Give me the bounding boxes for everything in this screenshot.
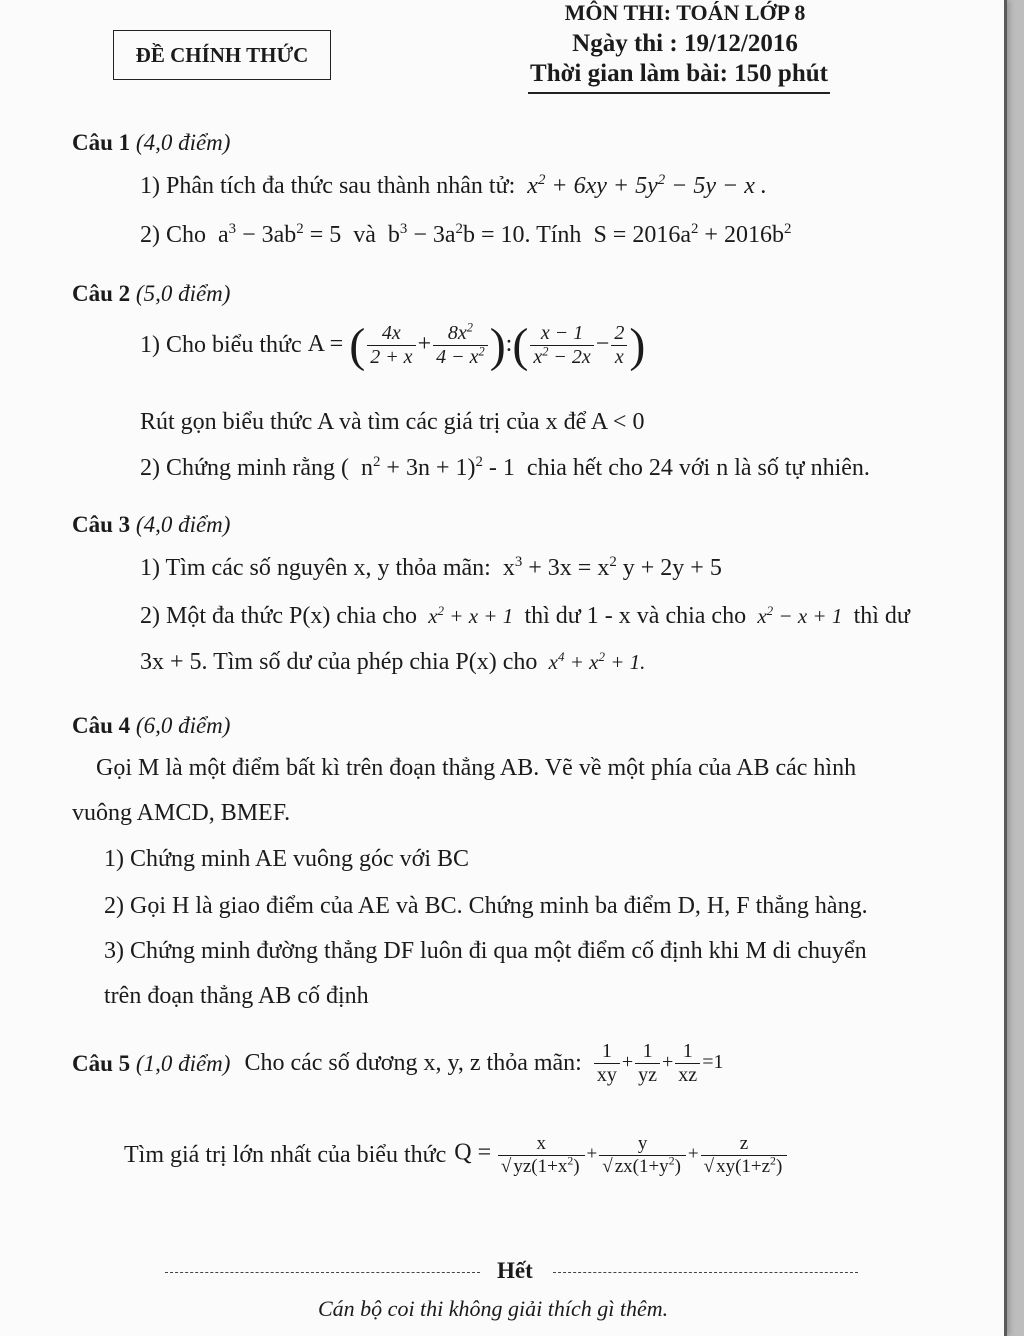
q1-title: Câu 1 xyxy=(72,130,131,155)
q2-item2-text-b: chia hết cho 24 với n là số tự nhiên. xyxy=(526,455,870,481)
exam-date: Ngày thi : 19/12/2016 xyxy=(572,30,798,57)
q3-item2 xyxy=(140,603,910,630)
q2-heading xyxy=(72,281,230,307)
footer-dash-left xyxy=(165,1272,480,1273)
subject-line: MÔN THI: TOÁN LỚP 8 xyxy=(564,0,806,25)
footer-note: Cán bộ coi thi không giải thích gì thêm. xyxy=(318,1296,669,1321)
q1-item2-compute: . Tính xyxy=(524,222,582,248)
q5-line xyxy=(72,1040,723,1087)
q2-title: Câu 2 xyxy=(72,281,131,306)
q3-points: (4,0 điểm) xyxy=(135,512,231,537)
q3-item2-c: thì dư xyxy=(853,603,910,629)
q1-item2 xyxy=(140,222,791,249)
q4-intro-2: vuông AMCD, BMEF. xyxy=(72,800,291,826)
q3-heading xyxy=(72,512,230,538)
q1-item1 xyxy=(140,173,767,200)
q2-item1-text: 1) Cho biểu thức xyxy=(140,332,302,358)
q5-condition-formula: $\frac{1}{xy}$ + $\frac{1}{yz}$ + $\frac{1}{xz}$ =1 xyxy=(592,1040,724,1087)
q3-item1-text: 1) Tìm các số nguyên x, y thỏa mãn: xyxy=(140,555,491,581)
q4-item1: 1) Chứng minh AE vuông góc với BC xyxy=(104,846,470,872)
q3-item2-b: thì dư 1 - x và chia cho xyxy=(524,603,747,629)
q2-item2-text-a: 2) Chứng minh rằng ( xyxy=(140,455,349,481)
footer-end: Hết xyxy=(497,1258,533,1283)
q5-heading xyxy=(72,1051,230,1077)
official-stamp-box xyxy=(113,30,331,80)
q5-find-text: Tìm giá trị lớn nhất của biểu thức xyxy=(124,1141,447,1168)
q3-item1-formula: $x^3 + 3x = x^2$ y + 2y + 5 xyxy=(496,554,722,581)
q5-points: (1,0 điểm) xyxy=(135,1050,231,1076)
q3-divisor-2: $x^2 - x + 1$ xyxy=(752,603,848,628)
q5-title: Câu 5 xyxy=(72,1050,131,1076)
q1-item2-and: và xyxy=(353,222,376,248)
q1-heading xyxy=(72,130,230,156)
q1-item1-text: 1) Phân tích đa thức sau thành nhân tử: xyxy=(140,173,516,199)
q2-item2 xyxy=(140,455,870,482)
q2-points: (5,0 điểm) xyxy=(135,281,231,306)
q4-heading xyxy=(72,713,230,739)
q3-divisor-3: $x^4 + x^2 + 1$. xyxy=(543,649,646,674)
exam-duration: Thời gian làm bài: 150 phút xyxy=(528,60,830,94)
q5-expression-Q: Q = $\frac{x}{√ yz(1+x^2)}$ + $\frac{y}{√ zx(1+y^2)}$ + $\frac{z}{√ xy(1+z^2)}$ xyxy=(454,1133,789,1178)
q1-points: (4,0 điểm) xyxy=(135,130,231,155)
q4-item3-line1: 3) Chứng minh đường thẳng DF luôn đi qua một điểm cố định khi M di chuyển xyxy=(104,938,867,964)
q3-title: Câu 3 xyxy=(72,512,131,537)
q3-divisor-1: $x^2 + x + 1$ xyxy=(422,603,519,628)
q4-title: Câu 4 xyxy=(72,713,131,738)
q4-item3-line2: trên đoạn thẳng AB cố định xyxy=(104,983,369,1009)
q1-item2-text: 2) Cho xyxy=(140,222,206,248)
q1-item2-formula-b: $b^3 - 3a^2b = 10$ xyxy=(381,221,525,248)
q1-item2-formula-a: $a^3 - 3ab^2 = 5$ xyxy=(212,221,348,248)
q3-item2-a: 2) Một đa thức P(x) chia cho xyxy=(140,603,417,629)
q2-item2-formula: $n^2 + 3n + 1)^2 - 1$ xyxy=(354,454,521,481)
q4-intro-1: Gọi M là một điểm bất kì trên đoạn thẳng AB. Vẽ về một phía của AB các hình xyxy=(96,755,857,781)
q2-expression-A: A = ( $\frac{4x}{2 + x}$ + $\frac{8x^2}{4 - x^2}$ ):( $\frac{x - 1}{x^2 - 2x}$ − $\frac{2}{x}$ ) xyxy=(307,319,646,372)
q1-item2-formula-s: $S = 2016a^2 + 2016b^2$ xyxy=(587,221,792,248)
q2-simplify: Rút gọn biểu thức A và tìm các giá trị của x để A < 0 xyxy=(140,409,645,435)
official-label: ĐỀ CHÍNH THỨC xyxy=(135,42,309,67)
q3-item1 xyxy=(140,555,722,582)
q5-condition-text: Cho các số dương x, y, z thỏa mãn: xyxy=(244,1050,582,1076)
q3-item2-d: 3x + 5. Tìm số dư của phép chia P(x) cho xyxy=(140,649,538,675)
q4-item2: 2) Gọi H là giao điểm của AE và BC. Chứng minh ba điểm D, H, F thẳng hàng. xyxy=(104,893,868,919)
q2-item1 xyxy=(140,318,645,373)
q1-item1-formula: $x^2 + 6xy + 5y^2 - 5y - x$ . xyxy=(521,172,767,199)
q5-find-line xyxy=(124,1133,789,1178)
q3-item2-cont xyxy=(140,649,645,676)
footer-dash-right xyxy=(553,1272,858,1273)
q4-points: (6,0 điểm) xyxy=(135,713,231,738)
